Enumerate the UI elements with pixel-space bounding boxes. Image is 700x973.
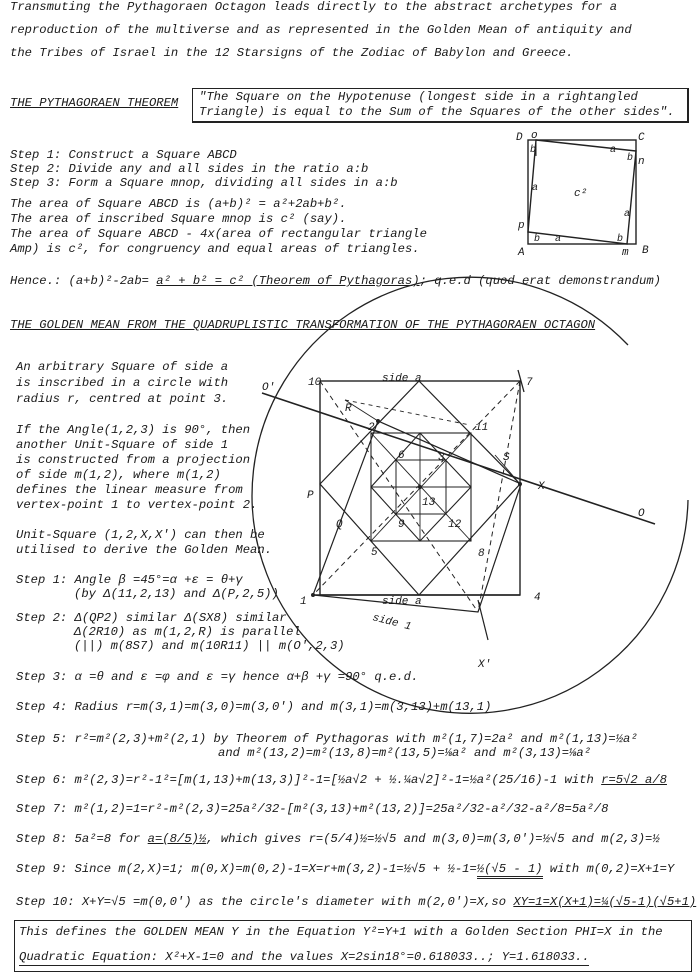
step-5-line-2: and m²(13,2)=m²(13,8)=m²(13,5)=⅛a² and m²(3,13)=⅛a² xyxy=(218,746,591,760)
label-a-right: a xyxy=(624,209,631,220)
step-9-x-result: ½(√5 - 1) xyxy=(477,862,543,879)
step-9-line xyxy=(16,862,674,877)
label-9: 9 xyxy=(398,519,405,531)
step-9-text: Step 9: Since m(2,X)=1; m(0,X)=m(0,2)-1=X=r+m(3,2)-1=½√5 + ½-1= xyxy=(16,862,477,876)
theorem-quote-box xyxy=(192,88,689,123)
step-6-line xyxy=(16,773,667,788)
golden-para-1-line-1: An arbitrary Square of side a xyxy=(16,360,229,374)
label-m: m xyxy=(622,247,629,259)
label-1: 1 xyxy=(300,596,307,608)
x-prime-tick xyxy=(478,600,488,640)
label-p: p xyxy=(518,220,525,232)
theorem-area-1: The area of Square ABCD is (a+b)² = a²+2ab+b². xyxy=(10,197,347,211)
step-5-line-1: Step 5: r²=m²(2,3)+m²(2,1) by Theorem of Pythagoras with m²(1,7)=2a² and m²(1,13)=½a² xyxy=(16,732,638,746)
step-3: Step 3: α =θ and ε =φ and ε =γ hence α+β +γ =90° q.e.d. xyxy=(16,670,419,684)
label-B: B xyxy=(642,245,649,257)
label-7: 7 xyxy=(526,377,533,389)
golden-step-2-line-3: (||) m(8S7) and m(10R11) || m(O',2,3) xyxy=(74,639,345,653)
label-D: D xyxy=(516,132,523,144)
golden-para-2-line-4: of side m(1,2), where m(1,2) xyxy=(16,468,221,482)
label-13: 13 xyxy=(422,497,436,509)
step-8-line xyxy=(16,832,660,847)
label-S: S xyxy=(503,452,510,464)
golden-heading: THE GOLDEN MEAN FROM THE QUADRUPLISTIC TRANSFORMATION OF THE PYTHAGORAEN OCTAGON xyxy=(10,318,596,332)
intro-line-1: Transmuting the Pythagoraen Octagon leads directly to the abstract archetypes for a xyxy=(10,0,618,14)
step-10-line xyxy=(16,895,696,910)
step-7: Step 7: m²(1,2)=1=r²-m²(2,3)=25a²/32-[m²(3,13)+m²(13,2)]=25a²/32-a²/32-a²/8=5a²/8 xyxy=(16,802,609,816)
theorem-step-2: Step 2: Divide any and all sides in the ratio a:b xyxy=(10,162,369,176)
dashed-7-to-X-prime xyxy=(478,381,520,612)
label-b-top: b xyxy=(530,145,537,156)
step-10-text: Step 10: X+Y=√5 =m(0,0') as the circle's diameter with m(2,0')=X,so xyxy=(16,895,507,909)
circumscribed-circle xyxy=(252,277,688,713)
label-P: P xyxy=(307,490,314,502)
theorem-hence-prefix: Hence.: (a+b)²-2ab= xyxy=(10,274,149,288)
golden-step-2-line-1: Step 2: Δ(QP2) similar Δ(SX8) similar xyxy=(16,611,287,625)
label-n: n xyxy=(638,156,645,168)
label-10: 10 xyxy=(308,377,322,389)
line-O-O-prime xyxy=(262,393,655,524)
label-12: 12 xyxy=(448,519,462,531)
step-8-prefix: Step 8: 5a²=8 for xyxy=(16,832,141,846)
step-6-result: r=5√2 a/8 xyxy=(601,773,667,787)
golden-mean-definition-box xyxy=(14,920,692,972)
point-2-dot xyxy=(376,419,380,423)
label-o: o xyxy=(531,130,538,142)
label-side-a-top: side a xyxy=(382,373,422,385)
label-4: 4 xyxy=(534,592,541,604)
label-A: A xyxy=(518,247,525,259)
point-X-dot xyxy=(518,482,522,486)
label-3: 3 xyxy=(438,452,445,464)
label-side-a-bottom: side a xyxy=(382,596,422,608)
theorem-step-1: Step 1: Construct a Square ABCD xyxy=(10,148,237,162)
theorem-pythagoras-result: a² + b² = c² (Theorem of Pythagoras) xyxy=(156,274,420,288)
definition-line-1: This defines the GOLDEN MEAN Y in the Equation Y²=Y+1 with a Golden Section PHI=X in the xyxy=(19,925,663,939)
theorem-qed: ; q.e.d (quod erat demonstrandum) xyxy=(419,274,661,288)
golden-step-1-line-1: Step 1: Angle β =45°=α +ε = θ+γ xyxy=(16,573,243,587)
golden-para-2-line-5: defines the linear measure from xyxy=(16,483,243,497)
golden-para-2-line-3: is constructed from a projection xyxy=(16,453,251,467)
definition-line-2: Quadratic Equation: X²+X-1=0 and the values X=2sin18°=0.618033..; Y=1.618033.. xyxy=(19,950,590,964)
label-Q: Q xyxy=(336,519,343,531)
label-C: C xyxy=(638,132,645,144)
label-a-left: a xyxy=(532,183,539,194)
label-O-prime: O' xyxy=(262,382,276,394)
theorem-quote-line-2: Triangle) is equal to the Sum of the Squares of the other sides". xyxy=(199,105,675,119)
label-O: O xyxy=(638,508,645,520)
theorem-quote-line-1: "The Square on the Hypotenuse (longest side in a rightangled xyxy=(199,90,638,104)
label-c-squared: c² xyxy=(574,188,588,200)
step-8-a-value: a=(8/5)½ xyxy=(147,832,207,846)
dashed-10-to-X-prime xyxy=(320,381,478,612)
step-6-text: Step 6: m²(2,3)=r²-1²=[m(1,13)+m(13,3)]²-1=[½a√2 + ½.¼a√2]²-1=½a²(25/16)-1 with xyxy=(16,773,594,787)
dashed-R-11 xyxy=(345,400,470,425)
step-4: Step 4: Radius r=m(3,1)=m(3,0)=m(3,0') and m(3,1)=m(3,13)+m(13,1) xyxy=(16,700,492,714)
theorem-area-4: Amp) is c², for congruency and equal areas of triangles. xyxy=(10,242,420,256)
step-10-result: XY=1=X(X+1)=¼(√5-1)(√5+1) xyxy=(513,895,697,909)
point-1-dot xyxy=(311,593,315,597)
golden-para-1-line-3: radius r, centred at point 3. xyxy=(16,392,229,406)
golden-mean-octagon-figure xyxy=(250,328,700,688)
label-b-bottom: b xyxy=(534,234,541,245)
label-X: X xyxy=(538,481,545,493)
step-9-rest: with m(0,2)=X+1=Y xyxy=(542,862,675,876)
golden-step-1-line-2: (by Δ(11,2,13) and Δ(P,2,5)) xyxy=(74,587,279,601)
theorem-step-3: Step 3: Form a Square mnop, dividing all sides in a:b xyxy=(10,176,398,190)
label-R: R xyxy=(345,403,352,415)
theorem-area-3: The area of Square ABCD - 4x(area of rectangular triangle xyxy=(10,227,427,241)
label-b-bottom-right: b xyxy=(617,234,624,245)
intro-line-3: the Tribes of Israel in the 12 Starsigns of the Zodiac of Babylon and Greece. xyxy=(10,46,574,60)
point-13-dot xyxy=(418,485,422,489)
label-side-1: side 1 xyxy=(371,612,413,634)
step-8-rest: , which gives r=(5/4)½=½√5 and m(3,0)=m(3,0')=½√5 and m(2,3)=½ xyxy=(206,832,660,846)
theorem-area-2: The area of inscribed Square mnop is c² (say). xyxy=(10,212,347,226)
label-6: 6 xyxy=(398,450,405,462)
label-8: 8 xyxy=(478,548,485,560)
label-X-prime: X' xyxy=(478,659,492,671)
label-11: 11 xyxy=(475,422,489,434)
golden-para-2-line-6: vertex-point 1 to vertex-point 2. xyxy=(16,498,258,512)
theorem-hence-line xyxy=(10,274,661,289)
golden-para-2-line-1: If the Angle(1,2,3) is 90°, then xyxy=(16,423,251,437)
label-a-bottom: a xyxy=(555,234,562,245)
golden-para-2-line-2: another Unit-Square of side 1 xyxy=(16,438,229,452)
label-5: 5 xyxy=(371,547,378,559)
golden-step-2-line-2: Δ(2R10) as m(1,2,R) is parallel xyxy=(74,625,301,639)
golden-para-3-line-1: Unit-Square (1,2,X,X') can then be xyxy=(16,528,265,542)
label-2: 2 xyxy=(368,422,375,434)
theorem-heading: THE PYTHAGORAEN THEOREM xyxy=(10,96,179,110)
pythagoras-square-figure xyxy=(510,128,660,258)
golden-para-1-line-2: is inscribed in a circle with xyxy=(16,376,229,390)
intro-line-2: reproduction of the multiverse and as represented in the Golden Mean of antiquity and xyxy=(10,23,632,37)
label-a-top: a xyxy=(610,145,617,156)
label-b-right: b xyxy=(627,153,634,164)
golden-para-3-line-2: utilised to derive the Golden Mean. xyxy=(16,543,272,557)
